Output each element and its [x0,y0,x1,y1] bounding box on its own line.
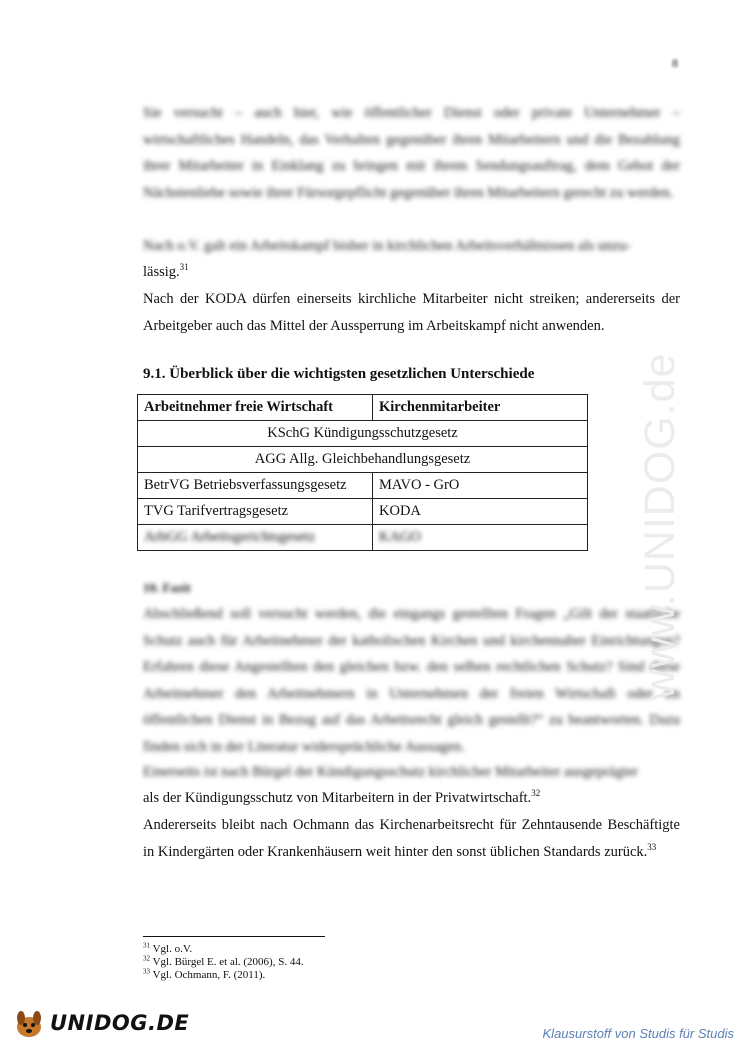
strike-paragraph-blurred: Nach o.V. galt ein Arbeitskampf bisher in kirchlichen Arbeitsverhältnissen als unzu- [143,238,631,254]
footnote: $^{31}$ Vgl. o.V. [143,941,193,955]
tagline: Klausurstoff von Studis für Studis [542,1026,734,1041]
section-heading: 9.1. Überblick über die wichtigsten gesetzlichen Unterschiede [143,366,535,382]
footnote: $^{33}$ Vgl. Ochmann, F. (2011). [143,967,266,981]
table-row [138,473,588,499]
table-cell: ArbGG Arbeitsgerichtsgesetz [138,525,373,551]
comparison-table [137,394,588,551]
table-cell: AGG Allg. Gleichbehandlungsgesetz [138,447,588,473]
fazit-heading: 10. Fazit [143,580,191,595]
table-row [138,447,588,473]
dog-icon [12,1006,46,1040]
table-row [138,525,588,551]
footnotes [143,943,304,982]
koda-paragraph: Nach der KODA dürfen einerseits kirchliche Mitarbeiter nicht streiken; andererseits der Arbeitgeber auch das Mittel der Aussperrung im Arbeitskampf nicht anwenden. [143,291,680,334]
footnote: $^{32}$ Vgl. Bürgel E. et al. (2006), S. 44. [143,954,304,968]
logo-text: UNIDOG.DE [50,1011,190,1035]
buergel-paragraph-end [143,785,680,812]
table-row [138,421,588,447]
footnote-divider [143,936,325,937]
footnote-ref-31: 31 [179,262,189,273]
table-row [138,499,588,525]
table-header-cell: Arbeitnehmer freie Wirtschaft [138,395,373,421]
table-cell: KAGO [373,525,588,551]
unidog-logo[interactable] [12,1002,189,1044]
strike-end-text: lässig. [143,264,180,280]
table-header-row [138,395,588,421]
table-cell: MAVO - GrO [373,473,588,499]
table-cell: TVG Tarifvertragsgesetz [138,499,373,525]
intro-paragraph: Sie versucht – auch hier, wie öffentlicher Dienst oder private Unternehmer – wirtschaftliches Handeln, das Verhalten gegenüber ihren Mitarbeitern und die Bezahlung ihrer Mitarbeiter in Einklang zu bringen mit ihrem Sendungsauftrag, dem Gebot der Nächstenliebe sowie ihrer Fürsorgepflicht gegenüber ihren Mitarbeitern gerecht zu werden. [143,105,680,201]
fazit-paragraph: Abschließend soll versucht werden, die eingangs gestellten Fragen „Gilt der staatliche Schutz auch für Arbeitnehmer der katholischen Kirchen und kirchennaher Einrichtungen? Erfahren diese Angestellten den gleichen bzw. den selben rechtlichen Schutz? Sind diese Arbeitnehmer den Arbeitnehmern in Unternehmen der freien Wirtschaft oder im öffentlichen Dienst in Bezug auf das Arbeitsrecht gleich gestellt?“ zu beantworten. Dazu finden sich in der Literatur widersprüchliche Aussagen. [143,606,680,755]
table-cell: KSchG Kündigungsschutzgesetz [138,421,588,447]
watermark: www.UNIDOG.de [636,352,684,700]
page-number: 8 [672,56,678,70]
table-cell: BetrVG Betriebsverfassungsgesetz [138,473,373,499]
footnote-ref-33: 33 [647,841,657,852]
ochmann-text: Andererseits bleibt nach Ochmann das Kirchenarbeitsrecht für Zehntausende Beschäftigte in Kindergärten oder Krankenhäusern weit hinter den sonst üblichen Standards zurück. [143,817,680,860]
strike-paragraph-end [143,259,680,286]
table-cell: KODA [373,499,588,525]
buergel-paragraph-blurred: Einerseits ist nach Bürgel der Kündigungsschutz kirchlicher Mitarbeiter ausgeprägter [143,764,638,780]
buergel-end-text: als der Kündigungsschutz von Mitarbeitern in der Privatwirtschaft. [143,790,532,806]
ochmann-paragraph [143,812,680,865]
table-header-cell: Kirchenmitarbeiter [373,395,588,421]
footnote-ref-32: 32 [531,788,541,799]
